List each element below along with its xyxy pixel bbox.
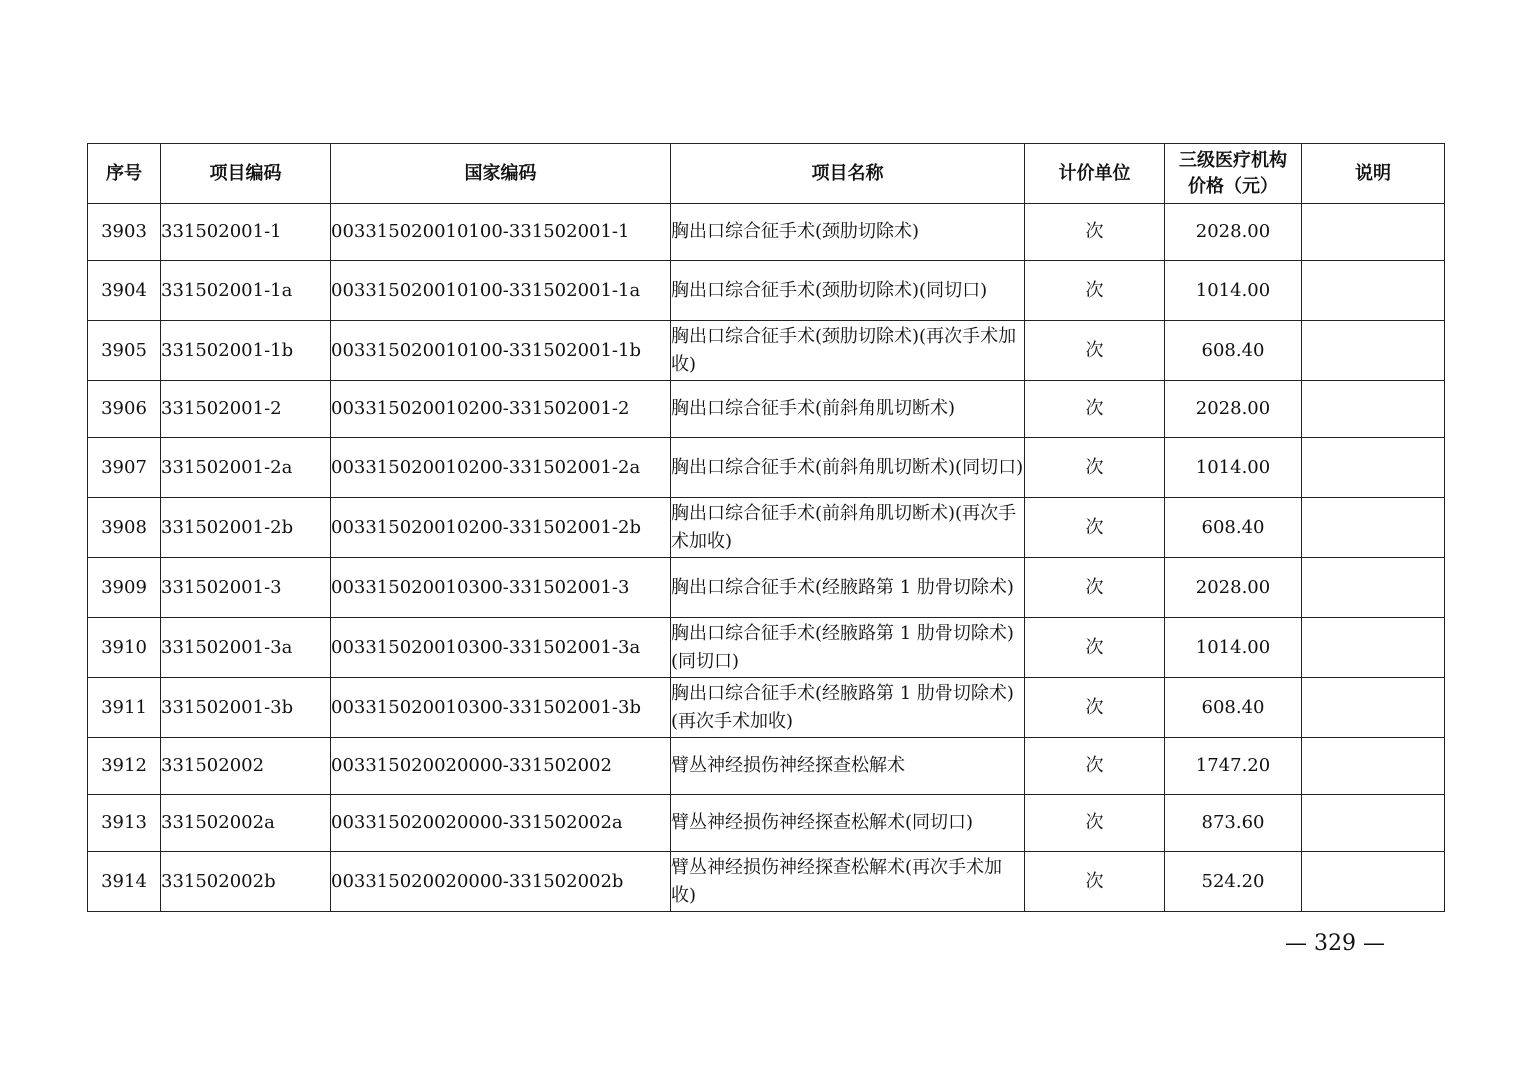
table-row [88,204,1445,261]
header-note: 说明 [1302,144,1445,204]
cell-unit: 次 [1025,618,1165,678]
cell-unit: 次 [1025,498,1165,558]
cell-unit: 次 [1025,321,1165,381]
cell-seq: 3907 [88,438,161,498]
table-row [88,852,1445,912]
cell-national-code: 003315020020000-331502002a [331,795,671,852]
cell-item-code: 331502001-2b [161,498,331,558]
header-price [1165,144,1302,204]
cell-seq: 3913 [88,795,161,852]
cell-item-name: 胸出口综合征手术(经腋路第 1 肋骨切除术)(再次手术加收) [671,678,1025,738]
table-row [88,321,1445,381]
cell-seq: 3912 [88,738,161,795]
cell-item-code: 331502001-1b [161,321,331,381]
cell-price: 1014.00 [1165,618,1302,678]
cell-unit: 次 [1025,261,1165,321]
cell-note [1302,321,1445,381]
cell-note [1302,852,1445,912]
table-row [88,795,1445,852]
cell-price: 608.40 [1165,498,1302,558]
table-row [88,618,1445,678]
cell-national-code: 003315020010200-331502001-2a [331,438,671,498]
header-national-code: 国家编码 [331,144,671,204]
cell-national-code: 003315020010200-331502001-2 [331,381,671,438]
cell-price: 608.40 [1165,678,1302,738]
cell-price: 2028.00 [1165,204,1302,261]
cell-price: 1014.00 [1165,438,1302,498]
cell-national-code: 003315020010200-331502001-2b [331,498,671,558]
cell-item-name: 胸出口综合征手术(经腋路第 1 肋骨切除术) [671,558,1025,618]
header-price-line1: 三级医疗机构 [1179,149,1287,171]
header-unit: 计价单位 [1025,144,1165,204]
cell-price: 2028.00 [1165,558,1302,618]
cell-price: 2028.00 [1165,381,1302,438]
cell-item-code: 331502001-3b [161,678,331,738]
cell-item-code: 331502002a [161,795,331,852]
cell-national-code: 003315020010300-331502001-3 [331,558,671,618]
cell-unit: 次 [1025,795,1165,852]
cell-item-code: 331502001-2a [161,438,331,498]
table-row [88,498,1445,558]
cell-price: 1747.20 [1165,738,1302,795]
cell-item-code: 331502001-3a [161,618,331,678]
cell-price: 873.60 [1165,795,1302,852]
cell-item-code: 331502001-1a [161,261,331,321]
cell-unit: 次 [1025,738,1165,795]
header-item-name: 项目名称 [671,144,1025,204]
cell-note [1302,438,1445,498]
cell-unit: 次 [1025,438,1165,498]
cell-seq: 3909 [88,558,161,618]
cell-item-name: 臂丛神经损伤神经探查松解术(同切口) [671,795,1025,852]
cell-seq: 3910 [88,618,161,678]
cell-unit: 次 [1025,558,1165,618]
cell-unit: 次 [1025,381,1165,438]
cell-national-code: 003315020010100-331502001-1 [331,204,671,261]
cell-note [1302,261,1445,321]
cell-note [1302,204,1445,261]
cell-seq: 3904 [88,261,161,321]
table-row [88,381,1445,438]
cell-note [1302,618,1445,678]
price-table [87,143,1445,912]
cell-item-name: 胸出口综合征手术(前斜角肌切断术)(再次手术加收) [671,498,1025,558]
cell-unit: 次 [1025,204,1165,261]
cell-seq: 3905 [88,321,161,381]
cell-price: 524.20 [1165,852,1302,912]
table-row [88,738,1445,795]
cell-national-code: 003315020010300-331502001-3b [331,678,671,738]
cell-national-code: 003315020010100-331502001-1b [331,321,671,381]
cell-item-name: 胸出口综合征手术(前斜角肌切断术)(同切口) [671,438,1025,498]
table-row [88,558,1445,618]
cell-note [1302,738,1445,795]
cell-item-name: 胸出口综合征手术(经腋路第 1 肋骨切除术)(同切口) [671,618,1025,678]
cell-item-code: 331502002 [161,738,331,795]
header-item-code: 项目编码 [161,144,331,204]
cell-item-name: 臂丛神经损伤神经探查松解术(再次手术加收) [671,852,1025,912]
cell-seq: 3914 [88,852,161,912]
cell-item-name: 胸出口综合征手术(颈肋切除术)(再次手术加收) [671,321,1025,381]
cell-item-name: 胸出口综合征手术(颈肋切除术)(同切口) [671,261,1025,321]
header-seq: 序号 [88,144,161,204]
cell-seq: 3906 [88,381,161,438]
cell-note [1302,678,1445,738]
table-row [88,261,1445,321]
cell-item-name: 胸出口综合征手术(颈肋切除术) [671,204,1025,261]
table-row [88,678,1445,738]
cell-national-code: 003315020010100-331502001-1a [331,261,671,321]
cell-unit: 次 [1025,678,1165,738]
cell-note [1302,558,1445,618]
cell-seq: 3908 [88,498,161,558]
cell-item-code: 331502001-1 [161,204,331,261]
header-price-line2: 价格（元） [1188,175,1278,197]
cell-national-code: 003315020020000-331502002 [331,738,671,795]
cell-price: 608.40 [1165,321,1302,381]
cell-unit: 次 [1025,852,1165,912]
cell-seq: 3911 [88,678,161,738]
cell-item-name: 臂丛神经损伤神经探查松解术 [671,738,1025,795]
cell-item-code: 331502001-3 [161,558,331,618]
cell-note [1302,381,1445,438]
cell-note [1302,498,1445,558]
cell-item-code: 331502002b [161,852,331,912]
cell-price: 1014.00 [1165,261,1302,321]
header-row [88,144,1445,204]
cell-national-code: 003315020010300-331502001-3a [331,618,671,678]
cell-seq: 3903 [88,204,161,261]
cell-note [1302,795,1445,852]
cell-national-code: 003315020020000-331502002b [331,852,671,912]
cell-item-name: 胸出口综合征手术(前斜角肌切断术) [671,381,1025,438]
page-number: — 329 — [1285,931,1385,956]
table-row [88,438,1445,498]
cell-item-code: 331502001-2 [161,381,331,438]
